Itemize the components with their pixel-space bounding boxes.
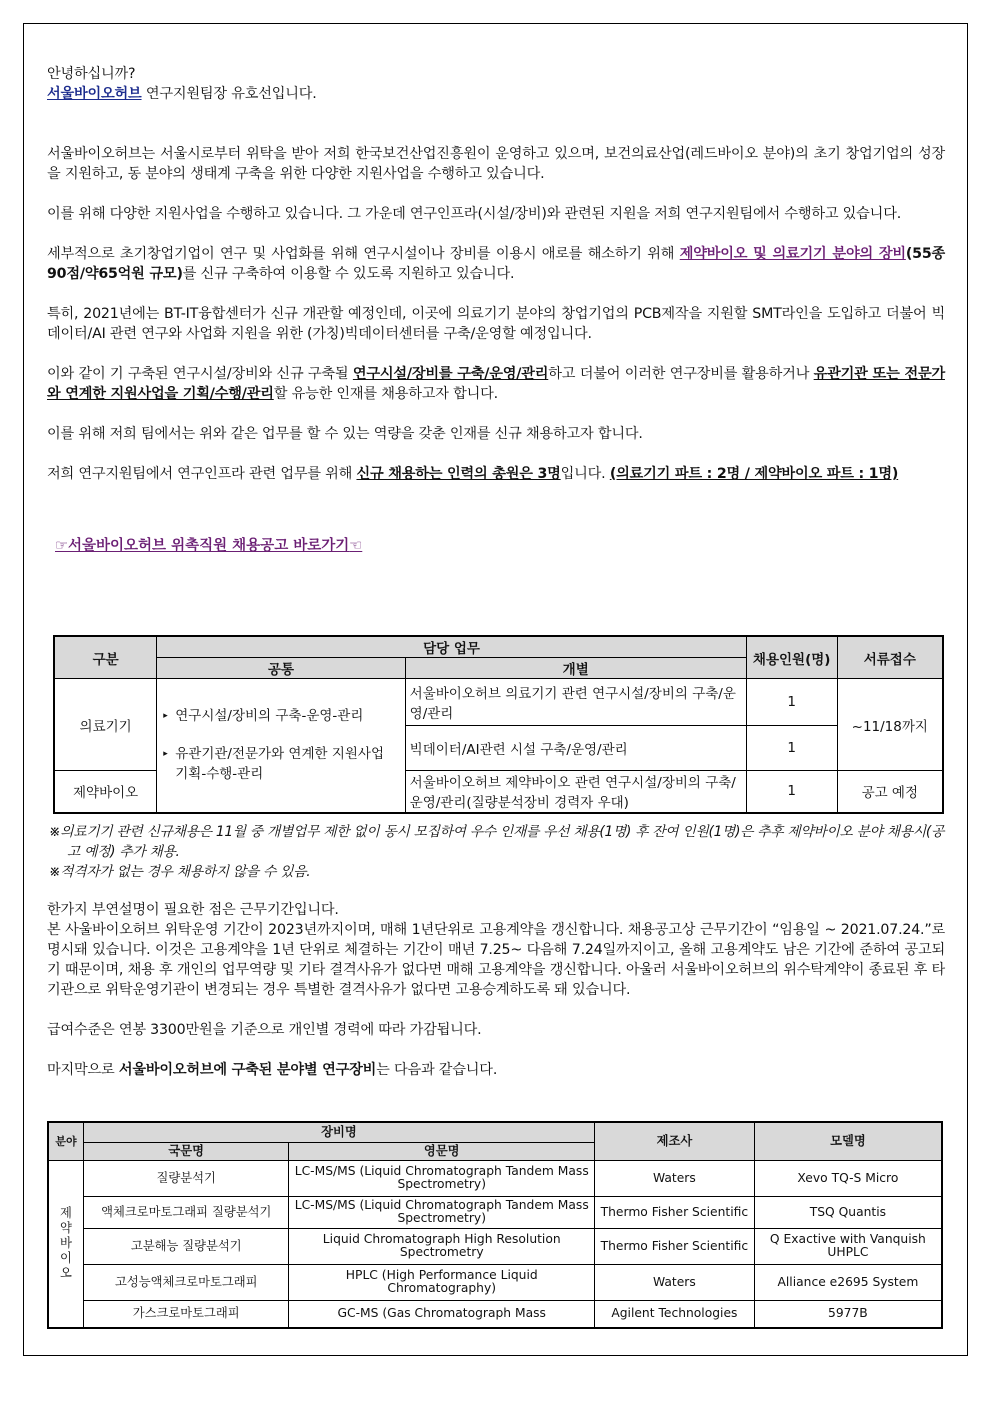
- eng-cell: LC-MS/MS (Liquid Chromatograph Tandem Mass Spectrometry): [289, 1196, 595, 1228]
- paragraph-3: 세부적으로 초기창업기업이 연구 및 사업화를 위해 연구시설이나 장비를 이용시 애로를 해소하기 위해 제약바이오 및 의료기기 분야의 장비(55종 90점/약65억원 규모)를 신규 구축하여 이용할 수 있도록 지원하고 있습니다.: [47, 246, 945, 282]
- th-kor: 국문명: [83, 1142, 289, 1160]
- kor-cell: 가스크로마토그래피: [83, 1300, 289, 1328]
- eng-cell: GC-MS (Gas Chromatograph Mass: [289, 1300, 595, 1328]
- note-1: ※의료기기 관련 신규채용은 11월 중 개별업무 제한 없이 동시 모집하여 우수 인재를 우선 채용(1명) 후 잔여 인원(1명)은 추후 제약바이오 분야 채용시(공고 예정) 추가 채용.: [49, 824, 944, 860]
- greeting: 안녕하십니까?: [47, 66, 136, 82]
- th-apply: 서류접수: [837, 636, 943, 679]
- th-model: 모델명: [754, 1122, 942, 1160]
- duty-cell: 서울바이오허브 제약바이오 관련 연구시설/장비의 구축/운영/관리(질량분석장비 경력자 우대): [405, 771, 746, 813]
- th-field: 분야: [48, 1122, 83, 1160]
- pointing-hand-right-icon: ☜: [349, 538, 363, 554]
- apply-medical: ~11/18까지: [837, 679, 943, 771]
- kor-cell: 고성능액체크로마토그래피: [83, 1264, 289, 1300]
- th-hires: 채용인원(명): [746, 636, 837, 679]
- field-pharma: 제약바이오: [48, 1160, 83, 1328]
- paragraph-10: 급여수준은 연봉 3300만원을 기준으로 개인별 경력에 따라 가감됩니다.: [47, 1022, 482, 1038]
- maker-cell: Agilent Technologies: [594, 1300, 754, 1328]
- model-cell: TSQ Quantis: [754, 1196, 942, 1228]
- pointing-hand-left-icon: ☞: [55, 538, 68, 554]
- maker-cell: Waters: [594, 1264, 754, 1300]
- recruitment-table: [53, 635, 944, 814]
- paragraph-11: 마지막으로 서울바이오허브에 구축된 분야별 연구장비는 다음과 같습니다.: [47, 1062, 498, 1078]
- equipment-table: [47, 1121, 943, 1329]
- note-2: ※적격자가 없는 경우 채용하지 않을 수 있음.: [49, 864, 311, 880]
- paragraph-4: 특히, 2021년에는 BT-IT융합센터가 신규 개관할 예정인데, 이곳에 의료기기 분야의 창업기업의 PCB제작을 지원할 SMT라인을 도입하고 더불어 빅데이터/AI 관련 연구와 사업화 지원을 위한 (가칭)빅데이터센터를 구축/운영할 예정입니다.: [47, 306, 945, 342]
- category-medical: 의료기기: [54, 679, 157, 771]
- paragraph-8: 한가지 부연설명이 필요한 점은 근무기간입니다.: [47, 902, 339, 918]
- paragraph-6: 이를 위해 저희 팀에서는 위와 같은 업무를 할 수 있는 역량을 갖춘 인재를 신규 채용하고자 합니다.: [47, 426, 643, 442]
- th-eng: 영문명: [289, 1142, 595, 1160]
- duty-cell: 빅데이터/AI관련 시설 구축/운영/관리: [405, 726, 746, 771]
- kor-cell: 고분해능 질량분석기: [83, 1228, 289, 1264]
- maker-cell: Thermo Fisher Scientific: [594, 1196, 754, 1228]
- category-pharma: 제약바이오: [54, 771, 157, 813]
- model-cell: Xevo TQ-S Micro: [754, 1160, 942, 1196]
- th-equipment: 장비명: [83, 1122, 594, 1142]
- paragraph-2: 이를 위해 다양한 지원사업을 수행하고 있습니다. 그 가운데 연구인프라(시설/장비)와 관련된 지원을 저희 연구지원팀에서 수행하고 있습니다.: [47, 206, 902, 222]
- paragraph-7: 저희 연구지원팀에서 연구인프라 관련 업무를 위해 신규 채용하는 인력의 총원은 3명입니다. (의료기기 파트 : 2명 / 제약바이오 파트 : 1명): [47, 466, 899, 482]
- model-cell: Q Exactive with Vanquish UHPLC: [754, 1228, 942, 1264]
- duty-cell: 서울바이오허브 의료기기 관련 연구시설/장비의 구축/운영/관리: [405, 679, 746, 726]
- paragraph-9: 본 사울바이오허브 위탁운영 기간이 2023년까지이며, 매해 1년단위로 고용계약을 갱신합니다. 채용공고상 근무기간이 “임용일 ~ 2021.07.24.”로 명시돼 있습니다. 이것은 고용계약을 1년 단위로 체결하는 기간이 매년 7.25~ 다음해 7.24일까지이고, 올해 고용계약도 남은 기간에 준하여 공고되기 때문이며, 채용 후 개인의 업무역량 및 기타 결격사유가 없다면 매해 고용계약을 갱신합니다. 아울러 서울바이오허브의 위수탁계약이 종료된 후 타 기관으로 위탁운영기관이 변경되는 경우 특별한 결격사유가 없다면 고용승계하도록 돼 있습니다.: [47, 922, 945, 998]
- maker-cell: Thermo Fisher Scientific: [594, 1228, 754, 1264]
- apply-pharma: 공고 예정: [837, 771, 943, 813]
- th-duty: 담당 업무: [157, 636, 747, 658]
- intro-line: 서울바이오허브 연구지원팀장 유호선입니다.: [47, 86, 317, 102]
- eng-cell: Liquid Chromatograph High Resolution Spectrometry: [289, 1228, 595, 1264]
- recruitment-link[interactable]: ☞서울바이오허브 위촉직원 채용공고 바로가기☜: [55, 538, 363, 554]
- common-duties: ▸ 연구시설/장비의 구축-운영-관리 ▸ 유관기관/전문가와 연계한 지원사업 기획-수행-관리: [157, 679, 405, 813]
- kor-cell: 질량분석기: [83, 1160, 289, 1196]
- kor-cell: 액체크로마토그래피 질량분석기: [83, 1196, 289, 1228]
- eng-cell: LC-MS/MS (Liquid Chromatograph Tandem Mass Spectrometry): [289, 1160, 595, 1196]
- hires-cell: 1: [746, 771, 837, 813]
- table-notes: [49, 822, 944, 882]
- th-category: 구분: [54, 636, 157, 679]
- maker-cell: Waters: [594, 1160, 754, 1196]
- hires-cell: 1: [746, 679, 837, 726]
- th-common: 공통: [157, 658, 405, 679]
- eng-cell: HPLC (High Performance Liquid Chromatography): [289, 1264, 595, 1300]
- letter-body: [47, 64, 945, 556]
- letter-body-lower: [47, 900, 945, 1080]
- paragraph-5: 이와 같이 기 구축된 연구시설/장비와 신규 구축될 연구시설/장비를 구축/운영/관리하고 더불어 이러한 연구장비를 활용하거나 유관기관 또는 전문가와 연계한 지원사업을 기획/수행/관리할 유능한 인재를 채용하고자 합니다.: [47, 366, 945, 402]
- equipment-link[interactable]: 제약바이오 및 의료기기 분야의 장비: [679, 246, 906, 262]
- hires-cell: 1: [746, 726, 837, 771]
- model-cell: 5977B: [754, 1300, 942, 1328]
- th-individual: 개별: [405, 658, 746, 679]
- th-maker: 제조사: [594, 1122, 754, 1160]
- model-cell: Alliance e2695 System: [754, 1264, 942, 1300]
- paragraph-1: 서울바이오허브는 서울시로부터 위탁을 받아 저희 한국보건산업진흥원이 운영하고 있으며, 보건의료산업(레드바이오 분야)의 초기 창업기업의 성장을 지원하고, 동 분야의 생태계 구축을 위한 다양한 지원사업을 수행하고 있습니다.: [47, 146, 945, 182]
- org-link[interactable]: 서울바이오허브: [47, 86, 142, 102]
